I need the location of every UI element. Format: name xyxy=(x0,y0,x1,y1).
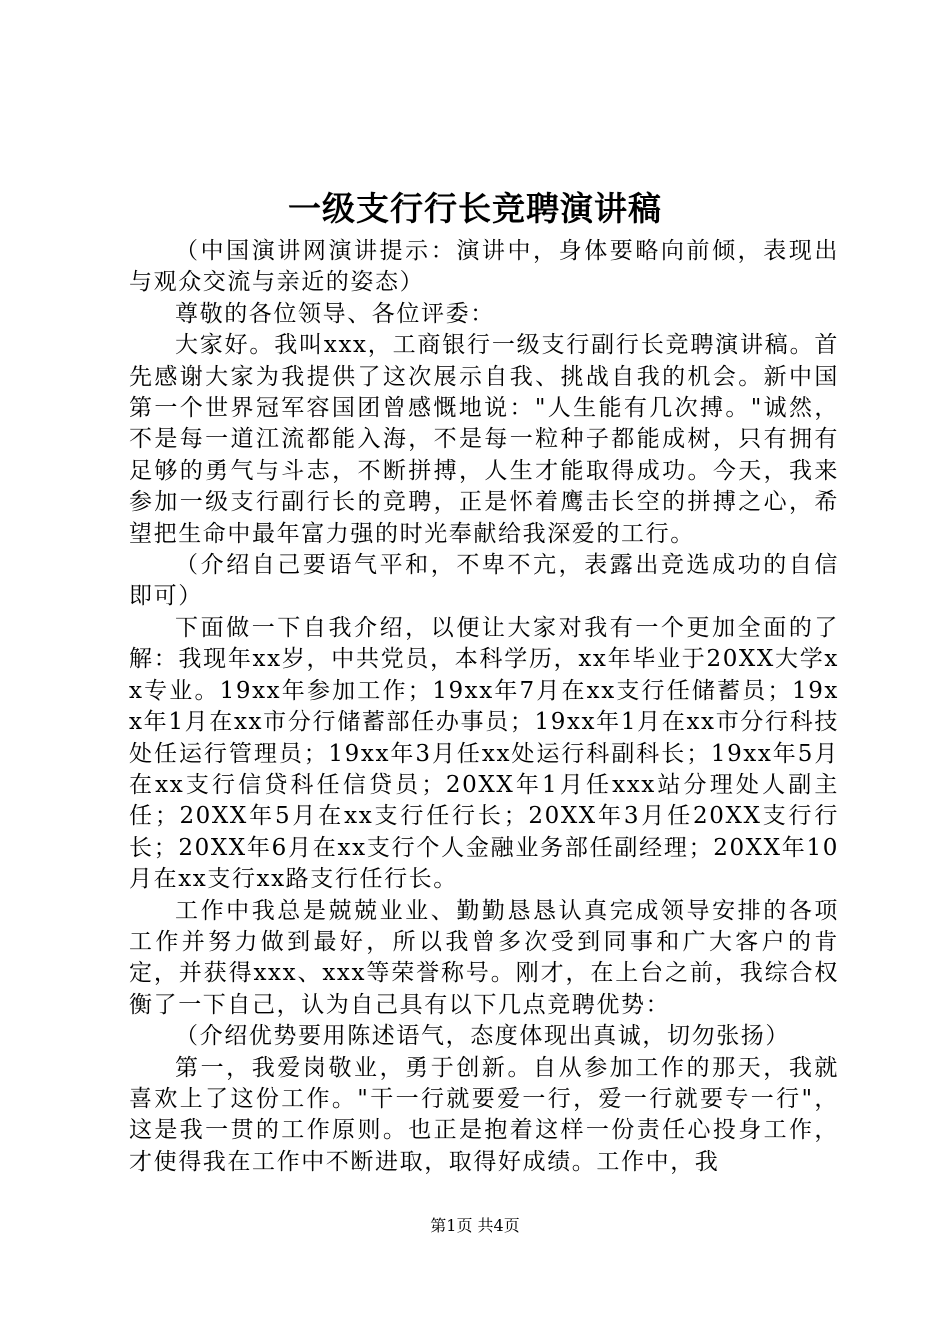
paragraph-work-attitude: 工作中我总是兢兢业业、勤勤恳恳认真完成领导安排的各项工作并努力做到最好，所以我曾多次受到同事和广大客户的肯定，并获得xxx、xxx等荣誉称号。刚才，在上台之前，我综合权衡了一下自己，认为自己具有以下几点竞聘优势： xyxy=(129,897,839,1018)
paragraph-self-introduction: 下面做一下自我介绍，以便让大家对我有一个更加全面的了解：我现年xx岁，中共党员，本科学历，xx年毕业于20XX大学xx专业。19xx年参加工作；19xx年7月在xx支行任储蓄员；19xx年1月在xx市分行储蓄部任办事员；19xx年1月在xx市分行科技处任运行管理员；19xx年3月任xx处运行科副科长；19xx年5月在xx支行信贷科任信贷员；20XX年1月任xxx站分理处人副主任；20XX年5月在xx支行任行长；20XX年3月任20XX支行行长；20XX年6月在xx支行个人金融业务部任副经理；20XX年10月在xx支行xx路支行任行长。 xyxy=(129,614,839,893)
paragraph-speech-tip: （中国演讲网演讲提示：演讲中，身体要略向前倾，表现出与观众交流与亲近的姿态） xyxy=(129,238,839,296)
document-body xyxy=(129,236,839,1178)
paragraph-advantage-tip: （介绍优势要用陈述语气，态度体现出真诚，切勿张扬） xyxy=(175,1023,790,1050)
page-footer: 第1页 共4页 xyxy=(430,1216,520,1235)
paragraph-first-advantage: 第一，我爱岗敬业，勇于创新。自从参加工作的那天，我就喜欢上了这份工作。"干一行就要爱一行，爱一行就要专一行"，这是我一贯的工作原则。也正是抱着这样一份责任心投身工作，才使得我在工作中不断进取，取得好成绩。工作中，我 xyxy=(129,1054,839,1175)
paragraph-opening: 大家好。我叫xxx，工商银行一级支行副行长竞聘演讲稿。首先感谢大家为我提供了这次展示自我、挑战自我的机会。新中国第一个世界冠军容国团曾感慨地说："人生能有几次搏。"诚然，不是每一道江流都能入海，不是每一粒种子都能成树，只有拥有足够的勇气与斗志，不断拼搏，人生才能取得成功。今天，我来参加一级支行副行长的竞聘，正是怀着鹰击长空的拼搏之心，希望把生命中最年富力强的时光奉献给我深爱的工行。 xyxy=(129,332,839,547)
paragraph-intro-tip: （介绍自己要语气平和，不卑不亢，表露出竞选成功的自信即可） xyxy=(129,552,839,610)
paragraph-salutation: 尊敬的各位领导、各位评委： xyxy=(175,300,495,327)
document-title: 一级支行行长竞聘演讲稿 xyxy=(288,189,662,228)
